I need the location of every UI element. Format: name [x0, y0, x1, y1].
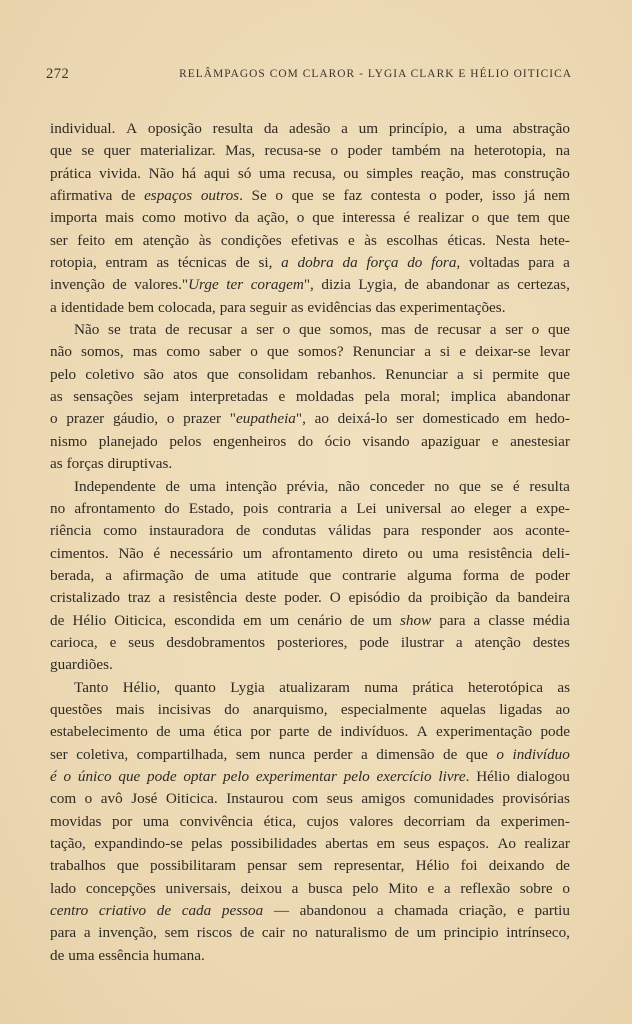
page-number: 272 — [46, 66, 70, 82]
page-header — [46, 66, 572, 86]
text-line: rotopia, entram as técnicas de si, a dobra da força do fora, voltadas para a — [50, 254, 570, 272]
text-line: pelo coletivo são atos que consolidam rebanhos. Renunciar a si permite que — [50, 365, 570, 383]
text-line: invenção de valores."Urge ter coragem", dizia Lygia, de abandonar as certezas, — [50, 276, 570, 294]
text-line: de Hélio Oiticica, escondida em um cenário de um show para a classe média — [50, 611, 570, 629]
text-line: as sensações sejam interpretadas e moldadas pela moral; implica abandonar — [50, 388, 570, 406]
text-line: para a invenção, sem riscos de cair no naturalismo de um principio intrínseco, — [50, 924, 570, 942]
text-line: importa mais como motivo da ação, o que interessa é realizar o que tem que — [50, 209, 570, 227]
text-line: prática vivida. Não há aqui só uma recusa, ou simples reação, mas construção — [50, 164, 570, 182]
text-line: berada, a afirmação de uma atitude que contrarie alguma forma de poder — [50, 566, 570, 584]
running-head: RELÂMPAGOS COM CLAROR - LYGIA CLARK E HÉLIO OITICICA — [179, 68, 572, 80]
text-line: afirmativa de espaços outros. Se o que se faz contesta o poder, isso já nem — [50, 187, 570, 205]
text-line: questões mais incisivas do anarquismo, especialmente aquelas ligadas ao — [50, 700, 570, 718]
text-line: movidas por uma convivência ética, cujos valores decorriam da experimen- — [50, 812, 570, 830]
text-line: que se quer materializar. Mas, recusa-se o poder também na heterotopia, na — [50, 142, 570, 160]
text-line: cimentos. Não é necessário um afrontamento direto ou uma resistência deli- — [50, 544, 570, 562]
text-line: o prazer gáudio, o prazer "eupatheia", ao deixá-lo ser domesticado em hedo- — [50, 410, 570, 428]
text-line: guardiões. — [50, 656, 113, 674]
text-line: carioca, e seus desdobramentos posteriores, pode ilustrar a atenção destes — [50, 633, 570, 651]
text-line: estabelecimento de uma ética por parte de indivíduos. A experimentação pode — [50, 723, 570, 741]
text-line: Não se trata de recusar a ser o que somos, mas de recusar a ser o que — [74, 321, 570, 339]
text-line: ser coletiva, compartilhada, sem nunca perder a dimensão de que o indivíduo — [50, 745, 570, 763]
text-line: cristalizado traz a resistência deste poder. O episódio da proibição da bandeira — [50, 589, 570, 607]
text-line: tação, expandindo-se pelas possibilidades abertas em seus espaços. Ao realizar — [50, 835, 570, 852]
text-line: a identidade bem colocada, para seguir as evidências das experimentações. — [50, 298, 506, 316]
text-line: Independente de uma intenção prévia, não conceder no que se é resulta — [74, 477, 570, 495]
text-line: no afrontamento do Estado, pois contraria a Lei universal ao eleger a expe- — [50, 499, 570, 517]
text-line: trabalhos que possibilitaram pensar sem representar, Hélio foi deixando de — [50, 857, 570, 875]
text-line: nismo planejado pelos engenheiros do ócio visando apaziguar e anestesiar — [50, 432, 570, 450]
body-text — [50, 118, 570, 967]
text-line: centro criativo de cada pessoa — abandonou a chamada criação, e partiu — [50, 902, 570, 920]
text-line: as forças diruptivas. — [50, 455, 173, 473]
text-line: individual. A oposição resulta da adesão a um princípio, a uma abstração — [50, 120, 570, 137]
text-line: de uma essência humana. — [50, 946, 205, 964]
text-line: lado concepções universais, deixou a busca pelo Mito e a reflexão sobre o — [50, 879, 570, 897]
text-line: riência como instauradora de condutas válidas para responder aos aconte- — [50, 522, 570, 540]
text-line: é o único que pode optar pelo experimentar pelo exercício livre. Hélio dialogou — [50, 767, 570, 785]
text-line: ser feito em atenção às condições efetivas e às escolhas éticas. Nesta hete- — [50, 231, 570, 249]
text-line: com o avô José Oiticica. Instaurou com seus amigos comunidades provisórias — [50, 790, 570, 808]
text-line: Tanto Hélio, quanto Lygia atualizaram numa prática heterotópica as — [74, 678, 570, 696]
text-line: não somos, mas como saber o que somos? Renunciar a si e deixar-se levar — [50, 343, 570, 361]
